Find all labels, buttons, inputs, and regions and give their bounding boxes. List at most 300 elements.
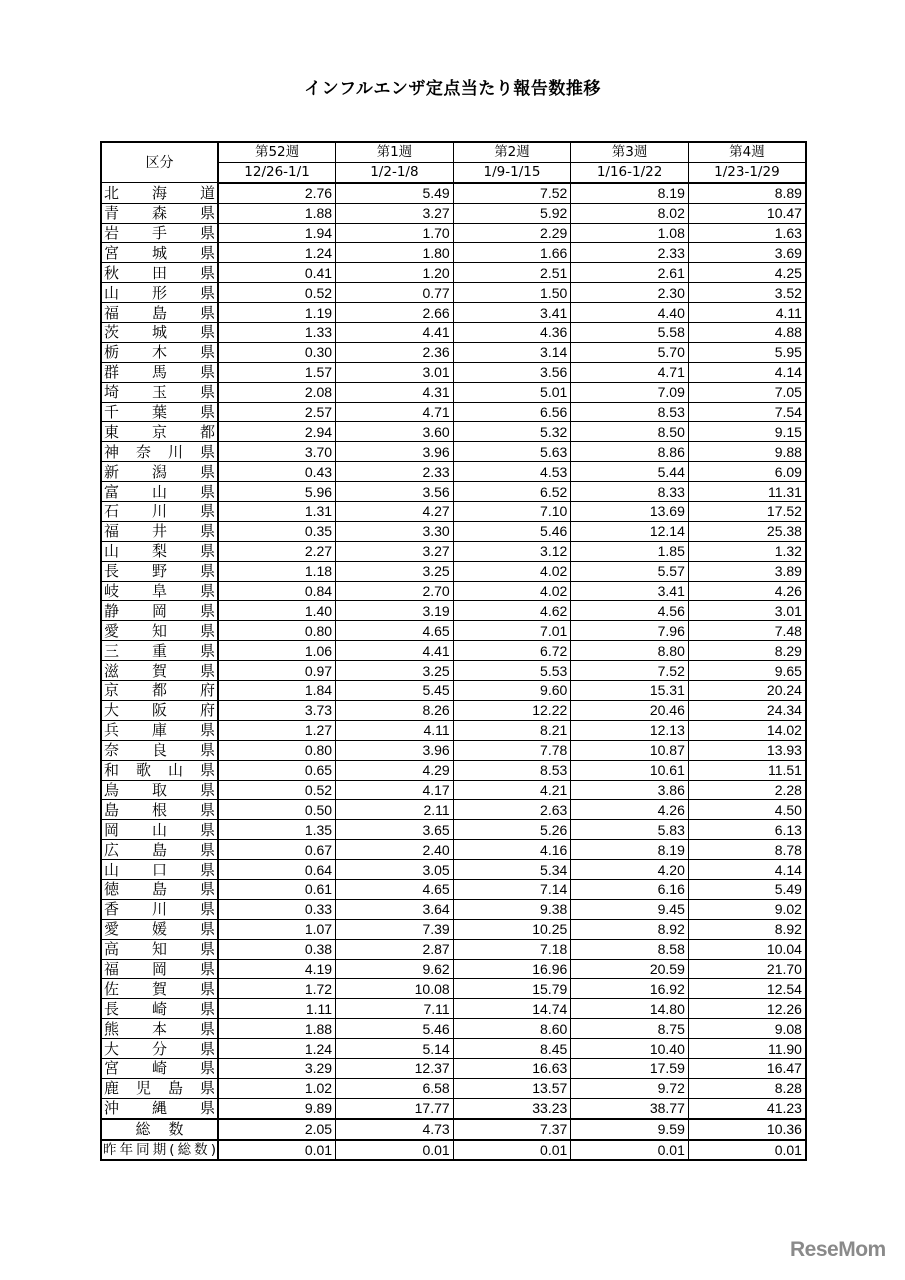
table-row [101,422,806,442]
value-cell: 0.43 [218,462,336,482]
value-cell: 8.45 [453,1039,571,1059]
value-cell: 14.80 [571,999,689,1019]
value-cell: 17.77 [336,1098,454,1118]
value-cell: 8.02 [571,203,689,223]
value-cell: 8.92 [688,919,806,939]
row-label: 長崎県 [101,999,218,1019]
value-cell: 2.30 [571,283,689,303]
header-week: 第52週 [218,142,336,162]
page-title: インフルエンザ定点当たり報告数推移 [304,79,601,99]
value-cell: 2.70 [336,581,454,601]
value-cell: 5.46 [453,521,571,541]
value-cell: 0.65 [218,760,336,780]
value-cell: 8.29 [688,641,806,661]
value-cell: 1.33 [218,323,336,343]
value-cell: 0.33 [218,899,336,919]
row-label: 東京都 [101,422,218,442]
row-label: 三重県 [101,641,218,661]
table-row [101,402,806,422]
row-label: 奈良県 [101,740,218,760]
value-cell: 5.96 [218,482,336,502]
value-cell: 7.96 [571,621,689,641]
row-label: 大分県 [101,1039,218,1059]
header-week: 第3週 [571,142,689,162]
value-cell: 13.57 [453,1078,571,1098]
value-cell: 5.95 [688,342,806,362]
value-cell: 4.50 [688,800,806,820]
value-cell: 5.49 [688,879,806,899]
value-cell: 2.94 [218,422,336,442]
value-cell: 1.88 [218,1019,336,1039]
value-cell: 3.64 [336,899,454,919]
value-cell: 0.50 [218,800,336,820]
table-row [101,959,806,979]
value-cell: 5.45 [336,681,454,701]
table-body [101,183,806,1161]
value-cell: 3.69 [688,243,806,263]
value-cell: 21.70 [688,959,806,979]
row-label: 愛媛県 [101,919,218,939]
header-week: 第4週 [688,142,806,162]
table-row [101,1058,806,1078]
table-row [101,800,806,820]
table-row [101,681,806,701]
table-row [101,939,806,959]
value-cell: 3.25 [336,661,454,681]
value-cell: 0.41 [218,263,336,283]
value-cell: 7.10 [453,502,571,522]
value-cell: 1.85 [571,541,689,561]
row-label: 鹿児島県 [101,1078,218,1098]
value-cell: 3.52 [688,283,806,303]
value-cell: 4.19 [218,959,336,979]
value-cell: 9.15 [688,422,806,442]
table-row [101,601,806,621]
value-cell: 4.26 [571,800,689,820]
value-cell: 10.47 [688,203,806,223]
value-cell: 9.59 [571,1119,689,1140]
row-label: 総数 [101,1119,218,1140]
value-cell: 0.38 [218,939,336,959]
value-cell: 5.01 [453,382,571,402]
value-cell: 2.33 [571,243,689,263]
table-row [101,482,806,502]
value-cell: 5.63 [453,442,571,462]
row-label: 静岡県 [101,601,218,621]
table-row [101,342,806,362]
value-cell: 16.47 [688,1058,806,1078]
table-row [101,840,806,860]
value-cell: 5.58 [571,323,689,343]
value-cell: 7.05 [688,382,806,402]
value-cell: 2.76 [218,183,336,203]
value-cell: 3.41 [453,303,571,323]
value-cell: 10.36 [688,1119,806,1140]
value-cell: 1.20 [336,263,454,283]
value-cell: 5.49 [336,183,454,203]
row-label: 香川県 [101,899,218,919]
value-cell: 2.51 [453,263,571,283]
value-cell: 0.84 [218,581,336,601]
value-cell: 1.57 [218,362,336,382]
table-row [101,641,806,661]
value-cell: 8.19 [571,840,689,860]
value-cell: 4.02 [453,561,571,581]
value-cell: 9.02 [688,899,806,919]
table-row [101,462,806,482]
value-cell: 0.35 [218,521,336,541]
value-cell: 8.92 [571,919,689,939]
value-cell: 5.70 [571,342,689,362]
value-cell: 7.39 [336,919,454,939]
value-cell: 1.02 [218,1078,336,1098]
value-cell: 9.45 [571,899,689,919]
value-cell: 8.28 [688,1078,806,1098]
value-cell: 1.63 [688,223,806,243]
value-cell: 33.23 [453,1098,571,1118]
value-cell: 15.31 [571,681,689,701]
value-cell: 3.96 [336,442,454,462]
value-cell: 3.73 [218,700,336,720]
value-cell: 9.08 [688,1019,806,1039]
row-label: 神奈川県 [101,442,218,462]
row-label: 熊本県 [101,1019,218,1039]
value-cell: 2.57 [218,402,336,422]
value-cell: 1.94 [218,223,336,243]
value-cell: 6.09 [688,462,806,482]
row-label: 和歌山県 [101,760,218,780]
table-row [101,502,806,522]
value-cell: 4.41 [336,323,454,343]
value-cell: 0.01 [571,1140,689,1161]
influenza-report-table [100,141,807,1161]
value-cell: 4.11 [688,303,806,323]
value-cell: 3.05 [336,860,454,880]
value-cell: 4.88 [688,323,806,343]
value-cell: 8.19 [571,183,689,203]
value-cell: 3.96 [336,740,454,760]
row-label: 新潟県 [101,462,218,482]
value-cell: 2.11 [336,800,454,820]
value-cell: 0.97 [218,661,336,681]
value-cell: 6.72 [453,641,571,661]
header-date-range: 1/2-1/8 [336,162,454,182]
value-cell: 6.16 [571,879,689,899]
value-cell: 13.69 [571,502,689,522]
value-cell: 4.71 [571,362,689,382]
row-label: 沖縄県 [101,1098,218,1118]
value-cell: 3.56 [453,362,571,382]
value-cell: 2.08 [218,382,336,402]
value-cell: 6.52 [453,482,571,502]
table-row [101,1039,806,1059]
value-cell: 10.25 [453,919,571,939]
value-cell: 10.04 [688,939,806,959]
value-cell: 10.40 [571,1039,689,1059]
value-cell: 14.74 [453,999,571,1019]
value-cell: 20.59 [571,959,689,979]
value-cell: 13.93 [688,740,806,760]
value-cell: 0.01 [688,1140,806,1161]
value-cell: 1.07 [218,919,336,939]
value-cell: 3.27 [336,203,454,223]
value-cell: 11.90 [688,1039,806,1059]
value-cell: 4.62 [453,601,571,621]
header-date-range: 1/23-1/29 [688,162,806,182]
value-cell: 2.63 [453,800,571,820]
value-cell: 1.06 [218,641,336,661]
value-cell: 3.60 [336,422,454,442]
table-row [101,1098,806,1118]
resemom-logo: ReseMom [790,1238,886,1261]
value-cell: 10.08 [336,979,454,999]
row-label: 岩手県 [101,223,218,243]
table-row [101,621,806,641]
table-row [101,362,806,382]
value-cell: 3.56 [336,482,454,502]
value-cell: 5.14 [336,1039,454,1059]
value-cell: 11.51 [688,760,806,780]
value-cell: 4.73 [336,1119,454,1140]
value-cell: 5.32 [453,422,571,442]
row-label: 富山県 [101,482,218,502]
value-cell: 4.21 [453,780,571,800]
value-cell: 2.87 [336,939,454,959]
value-cell: 12.14 [571,521,689,541]
value-cell: 3.89 [688,561,806,581]
value-cell: 1.88 [218,203,336,223]
value-cell: 1.66 [453,243,571,263]
value-cell: 1.70 [336,223,454,243]
value-cell: 4.56 [571,601,689,621]
value-cell: 7.09 [571,382,689,402]
table-row [101,999,806,1019]
value-cell: 1.18 [218,561,336,581]
row-label: 島根県 [101,800,218,820]
value-cell: 20.46 [571,700,689,720]
value-cell: 1.80 [336,243,454,263]
value-cell: 4.25 [688,263,806,283]
table-row [101,521,806,541]
value-cell: 9.38 [453,899,571,919]
value-cell: 0.80 [218,621,336,641]
row-label: 山口県 [101,860,218,880]
value-cell: 2.27 [218,541,336,561]
value-cell: 1.27 [218,720,336,740]
value-cell: 5.83 [571,820,689,840]
previous-year-row [101,1140,806,1161]
table-row [101,581,806,601]
value-cell: 16.96 [453,959,571,979]
value-cell: 0.52 [218,780,336,800]
value-cell: 4.31 [336,382,454,402]
table-row [101,919,806,939]
row-label: 宮城県 [101,243,218,263]
row-label: 滋賀県 [101,661,218,681]
header-category: 区分 [101,142,218,183]
value-cell: 17.52 [688,502,806,522]
value-cell: 4.53 [453,462,571,482]
value-cell: 8.33 [571,482,689,502]
table-row [101,1078,806,1098]
value-cell: 5.57 [571,561,689,581]
value-cell: 4.36 [453,323,571,343]
row-label: 福島県 [101,303,218,323]
row-label: 岐阜県 [101,581,218,601]
value-cell: 1.32 [688,541,806,561]
row-label: 福井県 [101,521,218,541]
value-cell: 5.53 [453,661,571,681]
table-row [101,442,806,462]
value-cell: 2.36 [336,342,454,362]
value-cell: 6.58 [336,1078,454,1098]
row-label: 愛知県 [101,621,218,641]
table-row [101,860,806,880]
value-cell: 0.64 [218,860,336,880]
value-cell: 1.35 [218,820,336,840]
value-cell: 6.56 [453,402,571,422]
value-cell: 8.21 [453,720,571,740]
table-row [101,203,806,223]
value-cell: 0.67 [218,840,336,860]
value-cell: 5.46 [336,1019,454,1039]
value-cell: 12.22 [453,700,571,720]
row-label: 群馬県 [101,362,218,382]
value-cell: 4.65 [336,621,454,641]
value-cell: 10.61 [571,760,689,780]
value-cell: 4.71 [336,402,454,422]
value-cell: 4.41 [336,641,454,661]
value-cell: 12.54 [688,979,806,999]
value-cell: 8.53 [571,402,689,422]
value-cell: 4.14 [688,362,806,382]
value-cell: 7.54 [688,402,806,422]
value-cell: 3.29 [218,1058,336,1078]
value-cell: 0.80 [218,740,336,760]
row-label: 岡山県 [101,820,218,840]
header-week: 第2週 [453,142,571,162]
table-row [101,979,806,999]
value-cell: 3.14 [453,342,571,362]
value-cell: 2.28 [688,780,806,800]
value-cell: 7.01 [453,621,571,641]
value-cell: 7.14 [453,879,571,899]
value-cell: 2.66 [336,303,454,323]
value-cell: 3.65 [336,820,454,840]
value-cell: 0.52 [218,283,336,303]
value-cell: 7.78 [453,740,571,760]
value-cell: 4.11 [336,720,454,740]
table-row [101,541,806,561]
value-cell: 3.27 [336,541,454,561]
table-row [101,899,806,919]
value-cell: 3.01 [336,362,454,382]
value-cell: 9.65 [688,661,806,681]
row-label: 佐賀県 [101,979,218,999]
header-week: 第1週 [336,142,454,162]
value-cell: 8.78 [688,840,806,860]
value-cell: 4.17 [336,780,454,800]
value-cell: 0.01 [336,1140,454,1161]
value-cell: 3.25 [336,561,454,581]
value-cell: 3.30 [336,521,454,541]
value-cell: 5.26 [453,820,571,840]
table-row [101,720,806,740]
table-row [101,223,806,243]
value-cell: 1.84 [218,681,336,701]
value-cell: 12.37 [336,1058,454,1078]
value-cell: 8.60 [453,1019,571,1039]
value-cell: 2.33 [336,462,454,482]
value-cell: 3.12 [453,541,571,561]
value-cell: 0.01 [218,1140,336,1161]
value-cell: 2.40 [336,840,454,860]
value-cell: 1.24 [218,243,336,263]
row-label: 北海道 [101,183,218,203]
total-row [101,1119,806,1140]
value-cell: 4.40 [571,303,689,323]
value-cell: 9.62 [336,959,454,979]
header-row-weeks [101,142,806,162]
value-cell: 25.38 [688,521,806,541]
row-label: 長野県 [101,561,218,581]
value-cell: 1.40 [218,601,336,621]
value-cell: 2.05 [218,1119,336,1140]
value-cell: 0.30 [218,342,336,362]
table-row [101,879,806,899]
value-cell: 17.59 [571,1058,689,1078]
value-cell: 7.37 [453,1119,571,1140]
value-cell: 3.70 [218,442,336,462]
value-cell: 24.34 [688,700,806,720]
value-cell: 3.19 [336,601,454,621]
value-cell: 1.50 [453,283,571,303]
value-cell: 5.34 [453,860,571,880]
value-cell: 9.89 [218,1098,336,1118]
table-row [101,780,806,800]
value-cell: 8.80 [571,641,689,661]
value-cell: 8.50 [571,422,689,442]
header-date-range: 12/26-1/1 [218,162,336,182]
value-cell: 4.02 [453,581,571,601]
row-label: 広島県 [101,840,218,860]
value-cell: 16.92 [571,979,689,999]
row-label: 京都府 [101,681,218,701]
row-label: 埼玉県 [101,382,218,402]
value-cell: 1.24 [218,1039,336,1059]
value-cell: 16.63 [453,1058,571,1078]
value-cell: 3.01 [688,601,806,621]
value-cell: 7.18 [453,939,571,959]
value-cell: 7.52 [453,183,571,203]
value-cell: 7.48 [688,621,806,641]
row-label: 高知県 [101,939,218,959]
row-label: 福岡県 [101,959,218,979]
value-cell: 1.72 [218,979,336,999]
table-row [101,760,806,780]
header-date-range: 1/16-1/22 [571,162,689,182]
value-cell: 6.13 [688,820,806,840]
row-label: 徳島県 [101,879,218,899]
value-cell: 10.87 [571,740,689,760]
table-row [101,661,806,681]
value-cell: 8.89 [688,183,806,203]
value-cell: 4.14 [688,860,806,880]
value-cell: 9.72 [571,1078,689,1098]
value-cell: 2.61 [571,263,689,283]
value-cell: 8.86 [571,442,689,462]
value-cell: 20.24 [688,681,806,701]
